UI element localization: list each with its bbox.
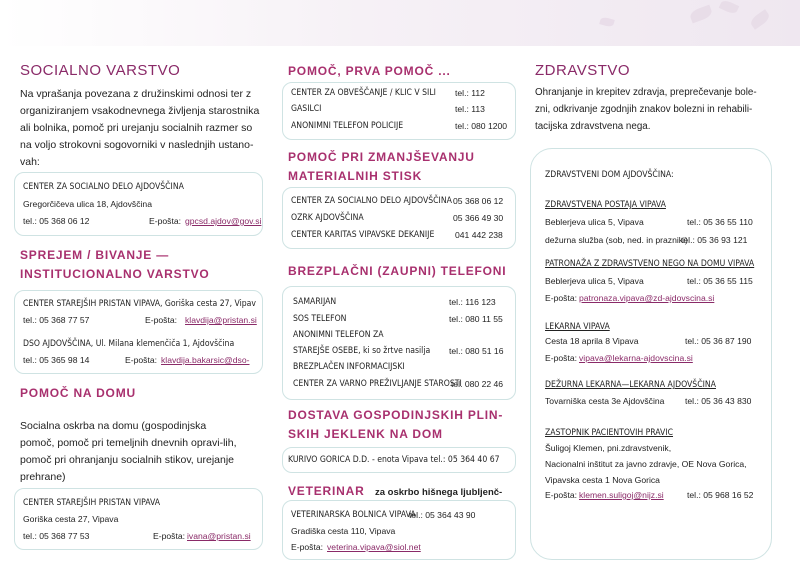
vet-tel: tel.: 05 364 43 90 xyxy=(409,510,476,520)
stisk-row-2-tel: 041 442 238 xyxy=(455,230,503,240)
zd-title: ZDRAVSTVENI DOM AJDOVŠČINA: xyxy=(545,170,674,180)
postaja-dezurna-tel: tel.: 05 36 93 121 xyxy=(681,235,748,245)
zdravstvo-title: ZDRAVSTVO xyxy=(535,62,631,79)
zaupni-row-1-name: SOS TELEFON xyxy=(293,314,347,324)
dezurna-lekarna-address: Tovarniška cesta 3e Ajdovščina xyxy=(545,396,665,406)
zdravstvo-card xyxy=(530,148,772,560)
dom3-tel: tel.: 05 368 77 53 xyxy=(23,531,90,541)
pomoc-row-2-name: ANONIMNI TELEFON POLICIJE xyxy=(291,121,404,131)
patronaza-address: Beblerjeva ulica 5, Vipava xyxy=(545,276,644,286)
stisk-title-line1: POMOČ PRI ZMANJŠEVANJU xyxy=(288,150,475,164)
pomoc-na-domu-text: Socialna oskrba na domu (gospodinjska pomoč, pomoč pri temeljnih dnevnih opravi-lih, pomoč pri ohranjanju socialnih stikov, urejanje prehrane) xyxy=(20,420,237,483)
pomoc-row-2-tel: tel.: 080 1200 xyxy=(455,121,508,131)
pomoc-row-1-tel: tel.: 113 xyxy=(455,104,485,114)
plin-card xyxy=(282,447,516,473)
dezurna-lekarna-title: DEŽURNA LEKARNA—LEKARNA AJDOVŠČINA xyxy=(545,380,716,390)
stisk-row-2-name: CENTER KARITAS VIPAVSKE DEKANIJE xyxy=(291,230,435,240)
csd-tel: tel.: 05 368 06 12 xyxy=(23,216,90,226)
postaja-title: ZDRAVSTVENA POSTAJA VIPAVA xyxy=(545,200,666,210)
dom3-name: CENTER STAREJŠIH PRISTAN VIPAVA xyxy=(23,498,160,508)
stisk-card xyxy=(282,187,516,249)
prva-pomoc-card xyxy=(282,82,516,140)
prva-pomoc-title: POMOČ, PRVA POMOČ ... xyxy=(288,64,451,78)
zastopnik-email-link[interactable]: klemen.suligoj@nijz.si xyxy=(579,490,664,500)
csd-email-label: E-pošta: xyxy=(149,216,182,226)
sprejem-title-line2: INSTITUCIONALNO VARSTVO xyxy=(20,267,210,281)
pomoc-row-1-name: GASILCI xyxy=(291,104,322,114)
zaupni-row-5-name: CENTER ZA VARNO PREŽIVLJANJE STAROSTI xyxy=(293,379,462,389)
socialno-varstvo-intro: Na vprašanja povezana z družinskimi odnosi ter z organiziranjem vsakodnevnega življenja starostnika ali bolnika, pomoč pri urejanju socialnih razmer so na voljo strokovni sogovorniki v naslednjih ustano-vah: xyxy=(20,88,260,168)
dom2-name: DSO AJDOVŠČINA, Ul. Milana klemenčiča 1, Ajdovščina xyxy=(23,339,235,349)
postaja-tel: tel.: 05 36 55 110 xyxy=(687,217,753,227)
plin-title xyxy=(288,406,503,444)
zaupni-row-1-tel: tel.: 080 11 55 xyxy=(449,314,503,324)
zaupni-telefoni-title: BREZPLAČNI (ZAUPNI) TELEFONI xyxy=(288,264,507,278)
plin-row: KURIVO GORICA D.D. - enota Vipava tel.: 05 364 40 67 xyxy=(288,455,500,465)
stisk-row-1-tel: 05 366 49 30 xyxy=(453,213,504,223)
postaja-address: Beblerjeva ulica 5, Vipava xyxy=(545,217,644,227)
lekarna-address: Cesta 18 aprila 8 Vipava xyxy=(545,336,639,346)
zaupni-row-4-name: BREZPLAČEN INFORMACIJSKI xyxy=(293,362,405,372)
zaupni-row-2-name: ANONIMNI TELEFON ZA xyxy=(293,330,384,340)
dom2-email-link[interactable]: klavdija.bakarsic@dso- xyxy=(161,355,250,365)
zaupni-row-0-tel: tel.: 116 123 xyxy=(449,297,496,307)
zaupni-row-5-tel: tel. 080 22 46 xyxy=(451,379,504,389)
veterinar-heading xyxy=(288,482,502,501)
zastopnik-address: Vipavska cesta 1 Nova Gorica xyxy=(545,475,660,485)
dom2-tel: tel.: 05 365 98 14 xyxy=(23,355,90,365)
zdravstvo-intro: Ohranjanje in krepitev zdravja, preprečevanje bole-zni, odkrivanje zgodnjih znakov bolezni in rehabili-tacijska zdravstvena nega. xyxy=(535,87,757,132)
patronaza-email-label: E-pošta: xyxy=(545,293,578,303)
zastopnik-name: Šuligoj Klemen, pni.zdravstvenik, xyxy=(545,443,672,453)
socialno-varstvo-title: SOCIALNO VARSTVO xyxy=(20,62,181,79)
patronaza-tel: tel.: 05 36 55 115 xyxy=(687,276,753,286)
patronaza-title: PATRONAŽA Z ZDRAVSTVENO NEGO NA DOMU VIPAVA xyxy=(545,259,755,269)
zaupni-row-3-tel: tel.: 080 51 16 xyxy=(449,346,504,356)
plin-title-line2: SKIH JEKLENK NA DOM xyxy=(288,427,443,441)
stisk-row-0-name: CENTER ZA SOCIALNO DELO AJDOVŠČINA xyxy=(291,196,452,206)
csd-address: Gregorčičeva ulica 18, Ajdovščina xyxy=(23,199,152,209)
dom-card xyxy=(14,290,263,374)
dom3-email-link[interactable]: ivana@pristan.si xyxy=(187,531,251,541)
pomoc-row-0-tel: tel.: 112 xyxy=(455,88,485,98)
postaja-dezurna: dežurna služba (sob, ned. in prazniki) xyxy=(545,235,688,245)
patronaza-email-link[interactable]: patronaza.vipava@zd-ajdovscina.si xyxy=(579,293,715,303)
dom1-tel: tel.: 05 368 77 57 xyxy=(23,315,90,325)
stisk-title-line2: MATERIALNIH STISK xyxy=(288,169,423,183)
zaupni-card xyxy=(282,286,516,400)
stisk-row-1-name: OZRK AJDOVŠČINA xyxy=(291,213,364,223)
zastopnik-title: ZASTOPNIK PACIENTOVIH PRAVIC xyxy=(545,428,674,438)
vet-name: VETERINARSKA BOLNICA VIPAVA xyxy=(291,510,416,520)
dom3-email-label: E-pošta: xyxy=(153,531,186,541)
lekarna-email-link[interactable]: vipava@lekarna-ajdovscina.si xyxy=(579,353,693,363)
zastopnik-tel: tel.: 05 968 16 52 xyxy=(687,490,754,500)
dezurna-lekarna-tel: tel.: 05 36 43 830 xyxy=(685,396,752,406)
lekarna-title: LEKARNA VIPAVA xyxy=(545,322,610,332)
dom2-email-label: E-pošta: xyxy=(125,355,158,365)
lekarna-tel: tel.: 05 36 87 190 xyxy=(685,336,752,346)
pristan-card xyxy=(14,488,263,550)
lekarna-email-label: E-pošta: xyxy=(545,353,578,363)
stisk-title xyxy=(288,148,475,186)
pomoc-row-0-name: CENTER ZA OBVEŠČANJE / KLIC V SILI xyxy=(291,88,436,98)
sprejem-title xyxy=(20,246,210,284)
vet-address: Gradiška cesta 110, Vipava xyxy=(291,526,396,536)
pomoc-na-domu-title: POMOČ NA DOMU xyxy=(20,386,136,400)
veterinar-subtitle: za oskrbo hišnega ljubljenč- xyxy=(375,487,503,498)
vet-email-link[interactable]: veterina.vipava@siol.net xyxy=(327,542,421,552)
dom1-email-label: E-pošta: xyxy=(145,315,178,325)
dom1-name: CENTER STAREJŠIH PRISTAN VIPAVA, Goriška cesta 27, Vipav xyxy=(23,299,256,309)
plin-title-line1: DOSTAVA GOSPODINJSKIH PLIN- xyxy=(288,408,504,422)
dom1-email-link[interactable]: klavdija@pristan.si xyxy=(185,315,257,325)
csd-email-link[interactable]: gpcsd.ajdov@gov.si xyxy=(185,216,262,226)
csd-name: CENTER ZA SOCIALNO DELO AJDOVŠČINA xyxy=(23,182,184,192)
zaupni-row-0-name: SAMARIJAN xyxy=(293,297,337,307)
zastopnik-email-label: E-pošta: xyxy=(545,490,578,500)
sprejem-title-line1: SPREJEM / BIVANJE — xyxy=(20,248,170,262)
veterinar-title: VETERINAR xyxy=(288,484,365,498)
csd-card xyxy=(14,172,263,236)
zastopnik-org: Nacionalni inštitut za javno zdravje, OE Nova Gorica, xyxy=(545,459,747,469)
decorative-header-band xyxy=(0,0,800,46)
vet-email-label: E-pošta: xyxy=(291,542,324,552)
dom3-address: Goriška cesta 27, Vipava xyxy=(23,514,119,524)
stisk-row-0-tel: 05 368 06 12 xyxy=(453,196,504,206)
zaupni-row-3-name: STAREJŠE OSEBE, ki so žrtve nasilja xyxy=(293,346,431,356)
veterinar-card xyxy=(282,500,516,560)
